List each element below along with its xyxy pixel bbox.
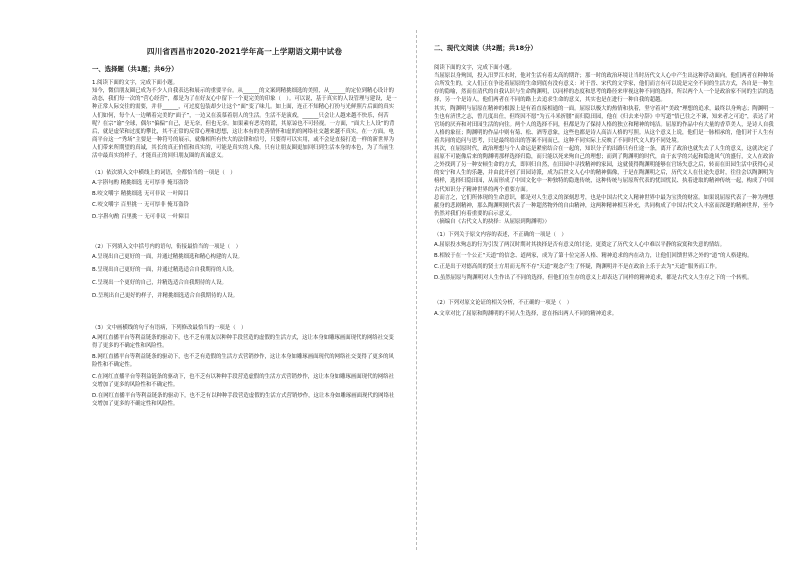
passage-text: 知今，微信朋友圈已成为不少人自我表达和展示的重要平台。从______的文案到精挑细选的美照，从______的定位到精心设计的动态，我们每一次的“营心经营”，都是为了在好友心中留下一个更完美的印象（ ）。可以说，基于真实的人设管理与建设，是一种正常人际交往的需要，并非______，可过度包装却少让这个“面”变了味儿。如上面，连正不知精心打扮与光鲜照片后面的真实人们如何，每个人一边晒着完美的“面子”，一边又在羡慕着别人的生活。生活不是演戏，______只会让人越来越不快乐，何苦呢？在宗“谕”全球，偶尔“偏偏”自己，是无奈，但也无奈。如果素有恶劣的谎，其原谅也不可轻视。一方面，“面大上人设”的背后，就是虚荣和过度的攀比，其不正常的反常心理和思想，这让本有的美善情怀和虚的的网络社交越来越不真实，在一方面，电商平台这一“秀场”主要是一种符号的展示，就像相所有快大的法律和信号，只要得可以实用，或不会是直接打造一样的新世界为人们带来所期望的真诚，其长的真正价值和真实的，可能是真实的人像。只有让朋友圈更加回归到生活本身的本色，为了当前生活中最真实的样子，才能真正的回归朋友圈的真诚意义。 — [92, 88, 397, 160]
passage-source: （摘编自《古代文人的抉择：从屈原到陶渊明》） — [434, 218, 550, 225]
option-d: D.字斟句酌 百里挑一 无可非议 一叶障目 — [92, 213, 190, 220]
option-b: B.呈现出自己更好的一面，并通过精选适合自我期待的人设。 — [92, 266, 238, 273]
option-a: A.文章对比了屈原和陶渊明的不同人生选择，意在指出两人不同的精神追求。 — [434, 310, 618, 317]
page-title: 四川省西昌市2020-2021学年高一上学期语文期中试卷 — [146, 47, 343, 56]
option-c: C.咬文嚼字 百里挑一 无可厚非 掩耳盗铃 — [92, 202, 189, 209]
reading-intro: 阅读下面的文字，完成下面小题。 — [434, 65, 515, 72]
question-stem: （2）下列对原文论证的相关分析，不正确的一项是（ ） — [434, 300, 573, 307]
section-heading-choice: 一、选择题（共1题；共6分） — [92, 65, 178, 74]
option-b: B.网红直播平台等利益链条的驱动下，也不乏有造假的生活方式营销炒作，这让本身如雕琢画面现代的网络社交变得了更多的风险性和不确定性。 — [92, 354, 394, 369]
column-divider — [416, 30, 417, 550]
question-stem: （2）下列填入文中括号内的语句，衔接最恰当的一项是（ ） — [92, 243, 241, 250]
reading-paragraph: 其实，陶渊明与屈原在精神的根源上是有着直接相通的一面。屈原以极大的热情和执着，坚守着对“美政”理想的追求，最终以身殉志；陶渊明一生也有济世之志，曾几度出仕，但终因不愿“为五斗米折腰”而归隐田园，他在《归去来兮辞》中写道“悟已往之不谏，知来者之可追”，表达了对官场的厌弃和对田园生活的向往。两个人的选择不同，但都是为了保持人格的独立和精神的纯洁。屈原的作品中有大量的香草美人，是诗人自我人格的象征；陶渊明的作品中则有菊、松、酒等意象，这些也都是诗人高洁人格的写照。从这个意义上说，他们是一脉相承的，他们对于人生有着共同的追问与思考，只是最终给出的答案不同而已，这种不同实际上反映了不同时代文人的不同处境。 — [434, 105, 774, 144]
option-a: A.网红直播平台等利益链条的驱动下，也不乏有朋友以种种手段营造的虚假的生活方式，这让本身如雕琢画面现代的网络社交变得了更多的不确定性和风险性。 — [92, 335, 394, 350]
reading-paragraph: 总而言之，它们所体现的生命意识，都是对人生意义的深刻思考，也是中国古代文人精神世界中最为宝贵的财富。如果说屈原代表了一种为理想献身的悲剧精神，那么陶渊明则代表了一种超然物外的自由精神，这两种精神相互补充，共同构成了中国古代文人丰富而深邃的精神世界，至今仍然对我们有着重要的启示意义。 — [434, 194, 774, 217]
option-c: C.正是出于对德高尚的贤士方用而无所不存“天道”观念产生了怀疑，陶渊明并不是在政治上乐于去为“天道”服务而工作。 — [434, 264, 721, 271]
question-stem: （1）下列关于原文内容的表述，不正确的一项是（ ） — [434, 231, 567, 238]
section-heading-reading: 二、现代文阅读（共2题；共18分） — [434, 44, 537, 52]
option-a: A.字斟句酌 精挑细选 无可厚非 掩耳盗铃 — [92, 180, 189, 187]
reading-paragraph: 当屈原以身殉国，投入汨罗江水时，他对生活有着太高的期许；那一时的政治环境让当时历代文人心中产生出这种浮动面向，他们两者在种种场合所发生的，文人们正在争论着屈原的生命到底有没有意义：对于晋、宋代的文学家，他们而言有可以说是完全不同的生活方式，各自是一种生存的隐喻，然而在清代的自我认识与生命陶渊明，以同样的态度和思考的路径来审视这种不同的选择，所以两个人一个是政治家不同的生活的选择，另一个是诗人，他们两者在不同的路上去追求生命的意义，其实也是在进行一种自我的超越。 — [434, 73, 774, 104]
option-c: C.呈现出一个更好的自己，并精选适合自我期待的人设。 — [92, 279, 227, 286]
question-stem: （3）文中画横线的句子有语病，下列修改最恰当的一项是（ ） — [92, 325, 247, 332]
question-intro: 1.阅读下面的文字，完成下面小题。 — [92, 80, 179, 87]
option-a: A.呈现出自己更好的一面，并通过精挑细选和精心构建的人设。 — [92, 253, 243, 260]
question-stem: （1）依次填入文中横线上的词语，全都恰当的一项是（ ） — [92, 170, 236, 177]
option-a: A.屈原投水殉志的行为引发了两汉时期对其抉择是否有意义的讨论，更奠定了历代文人心中难以平静的寂寞和失意的情结。 — [434, 242, 726, 249]
reading-paragraph: 其次，在屈原时代，政治理想与个人命运是紧密结合在一起的，知识分子的出路只有仕途一条，离开了政治也就失去了人生的意义，这就决定了屈原不可能像后来的陶渊明那样选择归隐，而只能以死来殉自己的理想；而到了陶渊明的时代，由于玄学的兴起和隐逸风气的盛行，文人在政治之外找到了另一种安顿生命的方式，即回归自然，在田园中寻找精神的家园，这就使得陶渊明能够在官场失意之后，转而在田园生活中获得心灵的安宁和人生的乐趣，并由此开创了田园诗派，成为后世文人心中的精神偶像，于是在陶渊明之后，历代文人在仕途失意时，往往会以陶渊明为榜样，选择归隐田园，从而形成了中国文化中一种独特的隐逸传统，这种传统与屈原所代表的忧国忧民、执着进取的精神传统一起，构成了中国古代知识分子精神世界的两个重要方面。 — [434, 146, 774, 193]
option-c: C.在网红直播平台等利益链条的驱动下，也不乏有以种种手段营造虚假的生活方式营销炒作，这让本身如雕琢画面现代的网络社交增加了更多的风险性和不确定性。 — [92, 373, 394, 388]
right-column — [434, 36, 774, 552]
option-d: D.虽然屈原与陶渊明对人生作出了不同的选择，但他们在生存的意义上却表达了同样的精神追求，都是古代文人生存之下的一个转机。 — [434, 275, 753, 282]
option-d: D.在网红直播平台等利益链条的驱动下，也不乏有以种种手段营造虚假的生活方式营销炒作，这让本身如雕琢画面现代的网络社交增加了更多的不确定性和风险性。 — [92, 392, 395, 407]
option-b: B.咬文嚼字 精挑细选 无可非议 一叶障目 — [92, 191, 189, 198]
option-b: B.相较于在一个公正“天道”的信念、道两家，成为了第十位完善人格、精神追求的内在动力，让他们回馈世界之外的“道”的人格建构。 — [434, 253, 753, 260]
left-column — [92, 36, 397, 552]
option-d: D.呈现出自己更好的样子，并精挑细选适合自我期待的人设。 — [92, 292, 239, 299]
